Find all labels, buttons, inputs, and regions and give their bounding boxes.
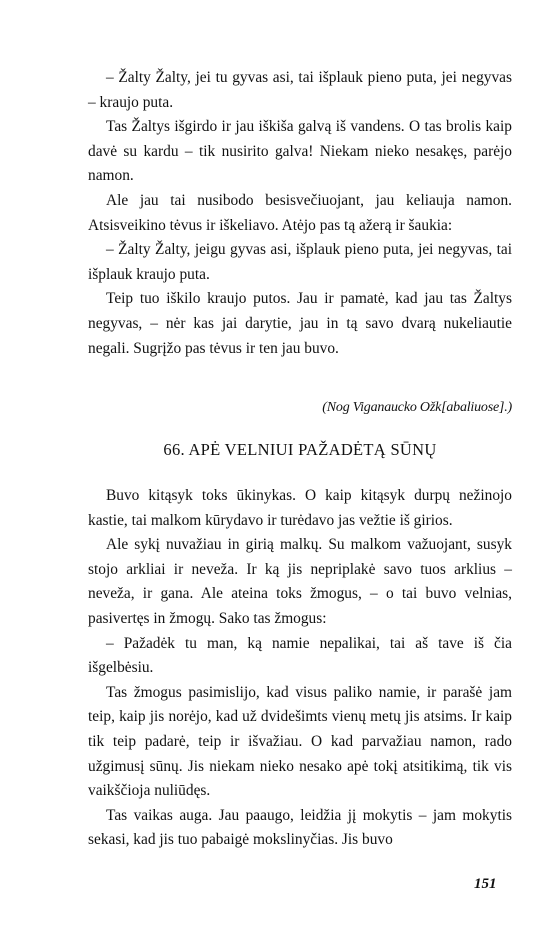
story-title: 66. APĖ VELNIUI PAŽADĖTĄ SŪNŲ xyxy=(163,440,437,459)
story-ending-text xyxy=(88,66,512,361)
source-note: (Nog Viganaucko Ožk[abaliuose].) xyxy=(322,400,512,415)
paragraph: Buvo kitąsyk toks ūkinykas. O kaip kitąsyk durpų nežinojo kastie, tai malkom kūrydavo ir turėdavo jas vežtie iš girios. xyxy=(88,487,512,529)
paragraph: Ale sykį nuvažiau in girią malkų. Su malkom važuojant, susyk stojo arkliai ir neveža. Ir ką jis nepriplakė savo tuos arklius – neveža, ir gana. Ale ateina toks žmogus, – o tai buvo velnias, pasivertęs in žmogų. Sako tas žmogus: xyxy=(88,536,512,627)
paragraph: Tas Žaltys išgirdo ir jau iškiša galvą iš vandens. O tas brolis kaip davė su kardu – tik nusirito galva! Niekam nieko nesakęs, parėjo namon. xyxy=(88,118,512,185)
paragraph: Tas žmogus pasimislijo, kad visus paliko namie, ir parašė jam teip, kaip jis norėjo, kad už dvidešimts vienų metų jis atsims. Ir kaip tik teip padarė, teip ir išvažiau. O kad parvažiau namon, rado užgimusį sūnų. Jis niekam nieko nesako apė tokį atsitikimą, tik vis vaikščioja nuliūdęs. xyxy=(88,683,512,800)
paragraph: Teip tuo iškilo kraujo putos. Jau ir pamatė, kad jau tas Žaltys negyvas, – nėr kas jai darytie, jau in tą savo dvarą nukeliautie negali. Sugrįžo pas tėvus ir ten jau buvo. xyxy=(88,290,512,357)
page-number: 151 xyxy=(474,876,497,892)
story-body-text xyxy=(88,484,512,853)
paragraph: Ale jau tai nusibodo besisvečiuojant, jau keliauja namon. Atsisveikino tėvus ir iškeliavo. Atėjo pas tą ažerą ir šaukia: xyxy=(88,191,512,234)
paragraph: Tas vaikas auga. Jau paaugo, leidžia jį mokytis – jam mokytis sekasi, kad jis tuo pabaigė mokslinyčias. Jis buvo xyxy=(88,806,512,849)
paragraph: – Žalty Žalty, jeigu gyvas asi, išplauk pieno puta, jei negyvas, tai išplauk kraujo puta. xyxy=(88,241,512,283)
paragraph: – Pažadėk tu man, ką namie nepalikai, tai aš tave iš čia išgelbėsiu. xyxy=(88,634,512,677)
paragraph: – Žalty Žalty, jei tu gyvas asi, tai išplauk pieno puta, jei negyvas – kraujo puta. xyxy=(88,69,512,111)
